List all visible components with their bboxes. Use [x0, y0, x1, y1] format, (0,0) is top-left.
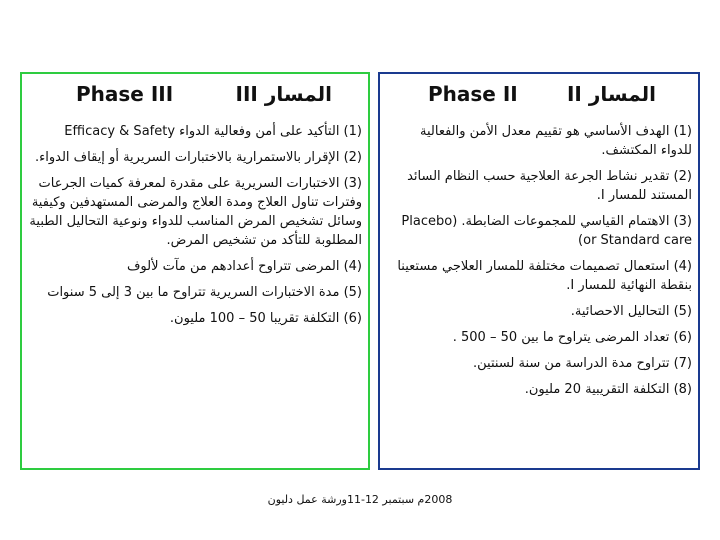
list-item: (7) تتراوح مدة الدراسة من سنة لسنتين. [473, 356, 692, 371]
phase-3-panel [20, 72, 370, 470]
list-item: (1) التأكيد على أمن وفعالية الدواء Efficacy & Safety [64, 124, 362, 139]
footer-caption: 2008م سبتمبر 12-11ورشة عمل دليون [267, 493, 453, 506]
list-item: (5) التحاليل الاحصائية. [570, 304, 692, 319]
list-item: (6) التكلفة تقريبا 50 – 100 مليون. [169, 311, 362, 326]
phase-2-title-en: Phase II [428, 82, 518, 106]
list-item: (5) مدة الاختبارات السريرية تتراوح ما بين 3 إلى 5 سنوات [47, 285, 362, 300]
list-item: (3) الاهتمام القياسي للمجموعات الضابطة. (Placebo or Standard care) [401, 214, 692, 248]
phase-2-title-ar: المسار II [566, 82, 656, 106]
list-item: (8) التكلفة التقريبية 20 مليون. [524, 382, 692, 397]
phase-2-panel [378, 72, 700, 470]
phase-3-list [28, 122, 362, 335]
phase-3-title-ar: المسار III [235, 82, 332, 106]
list-item: (4) استعمال تصميمات مختلفة للمسار العلاجي مستعينا بنقطة النهائية للمسار I. [397, 259, 692, 293]
list-item: (1) الهدف الأساسي هو تقييم معدل الأمن والفعالية للدواء المكتشف. [420, 124, 692, 158]
list-item: (2) تقدير نشاط الجرعة العلاجية حسب النظام السائد المستند للمسار I. [407, 169, 692, 203]
list-item: (6) تعداد المرضى يتراوح ما بين 50 – 500 . [452, 330, 692, 345]
list-item: (2) الإقرار بالاستمرارية بالاختبارات السريرية أو إيقاف الدواء. [35, 150, 362, 165]
phase-3-title-en: Phase III [76, 82, 174, 106]
list-item: (3) الاختبارات السريرية على مقدرة لمعرفة كميات الجرعات وفترات تناول العلاج ومدة العلاج والمرضى المستهدفين وكيفية وسائل تشخيص المرض المناسب للدواء ونوعية التحاليل الطبية المطلوبة للتأكد من تشخيص المرض. [29, 176, 362, 248]
phase-2-list [386, 122, 692, 406]
list-item: (4) المرضى تتراوح أعدادهم من مآت لألوف [126, 259, 362, 274]
